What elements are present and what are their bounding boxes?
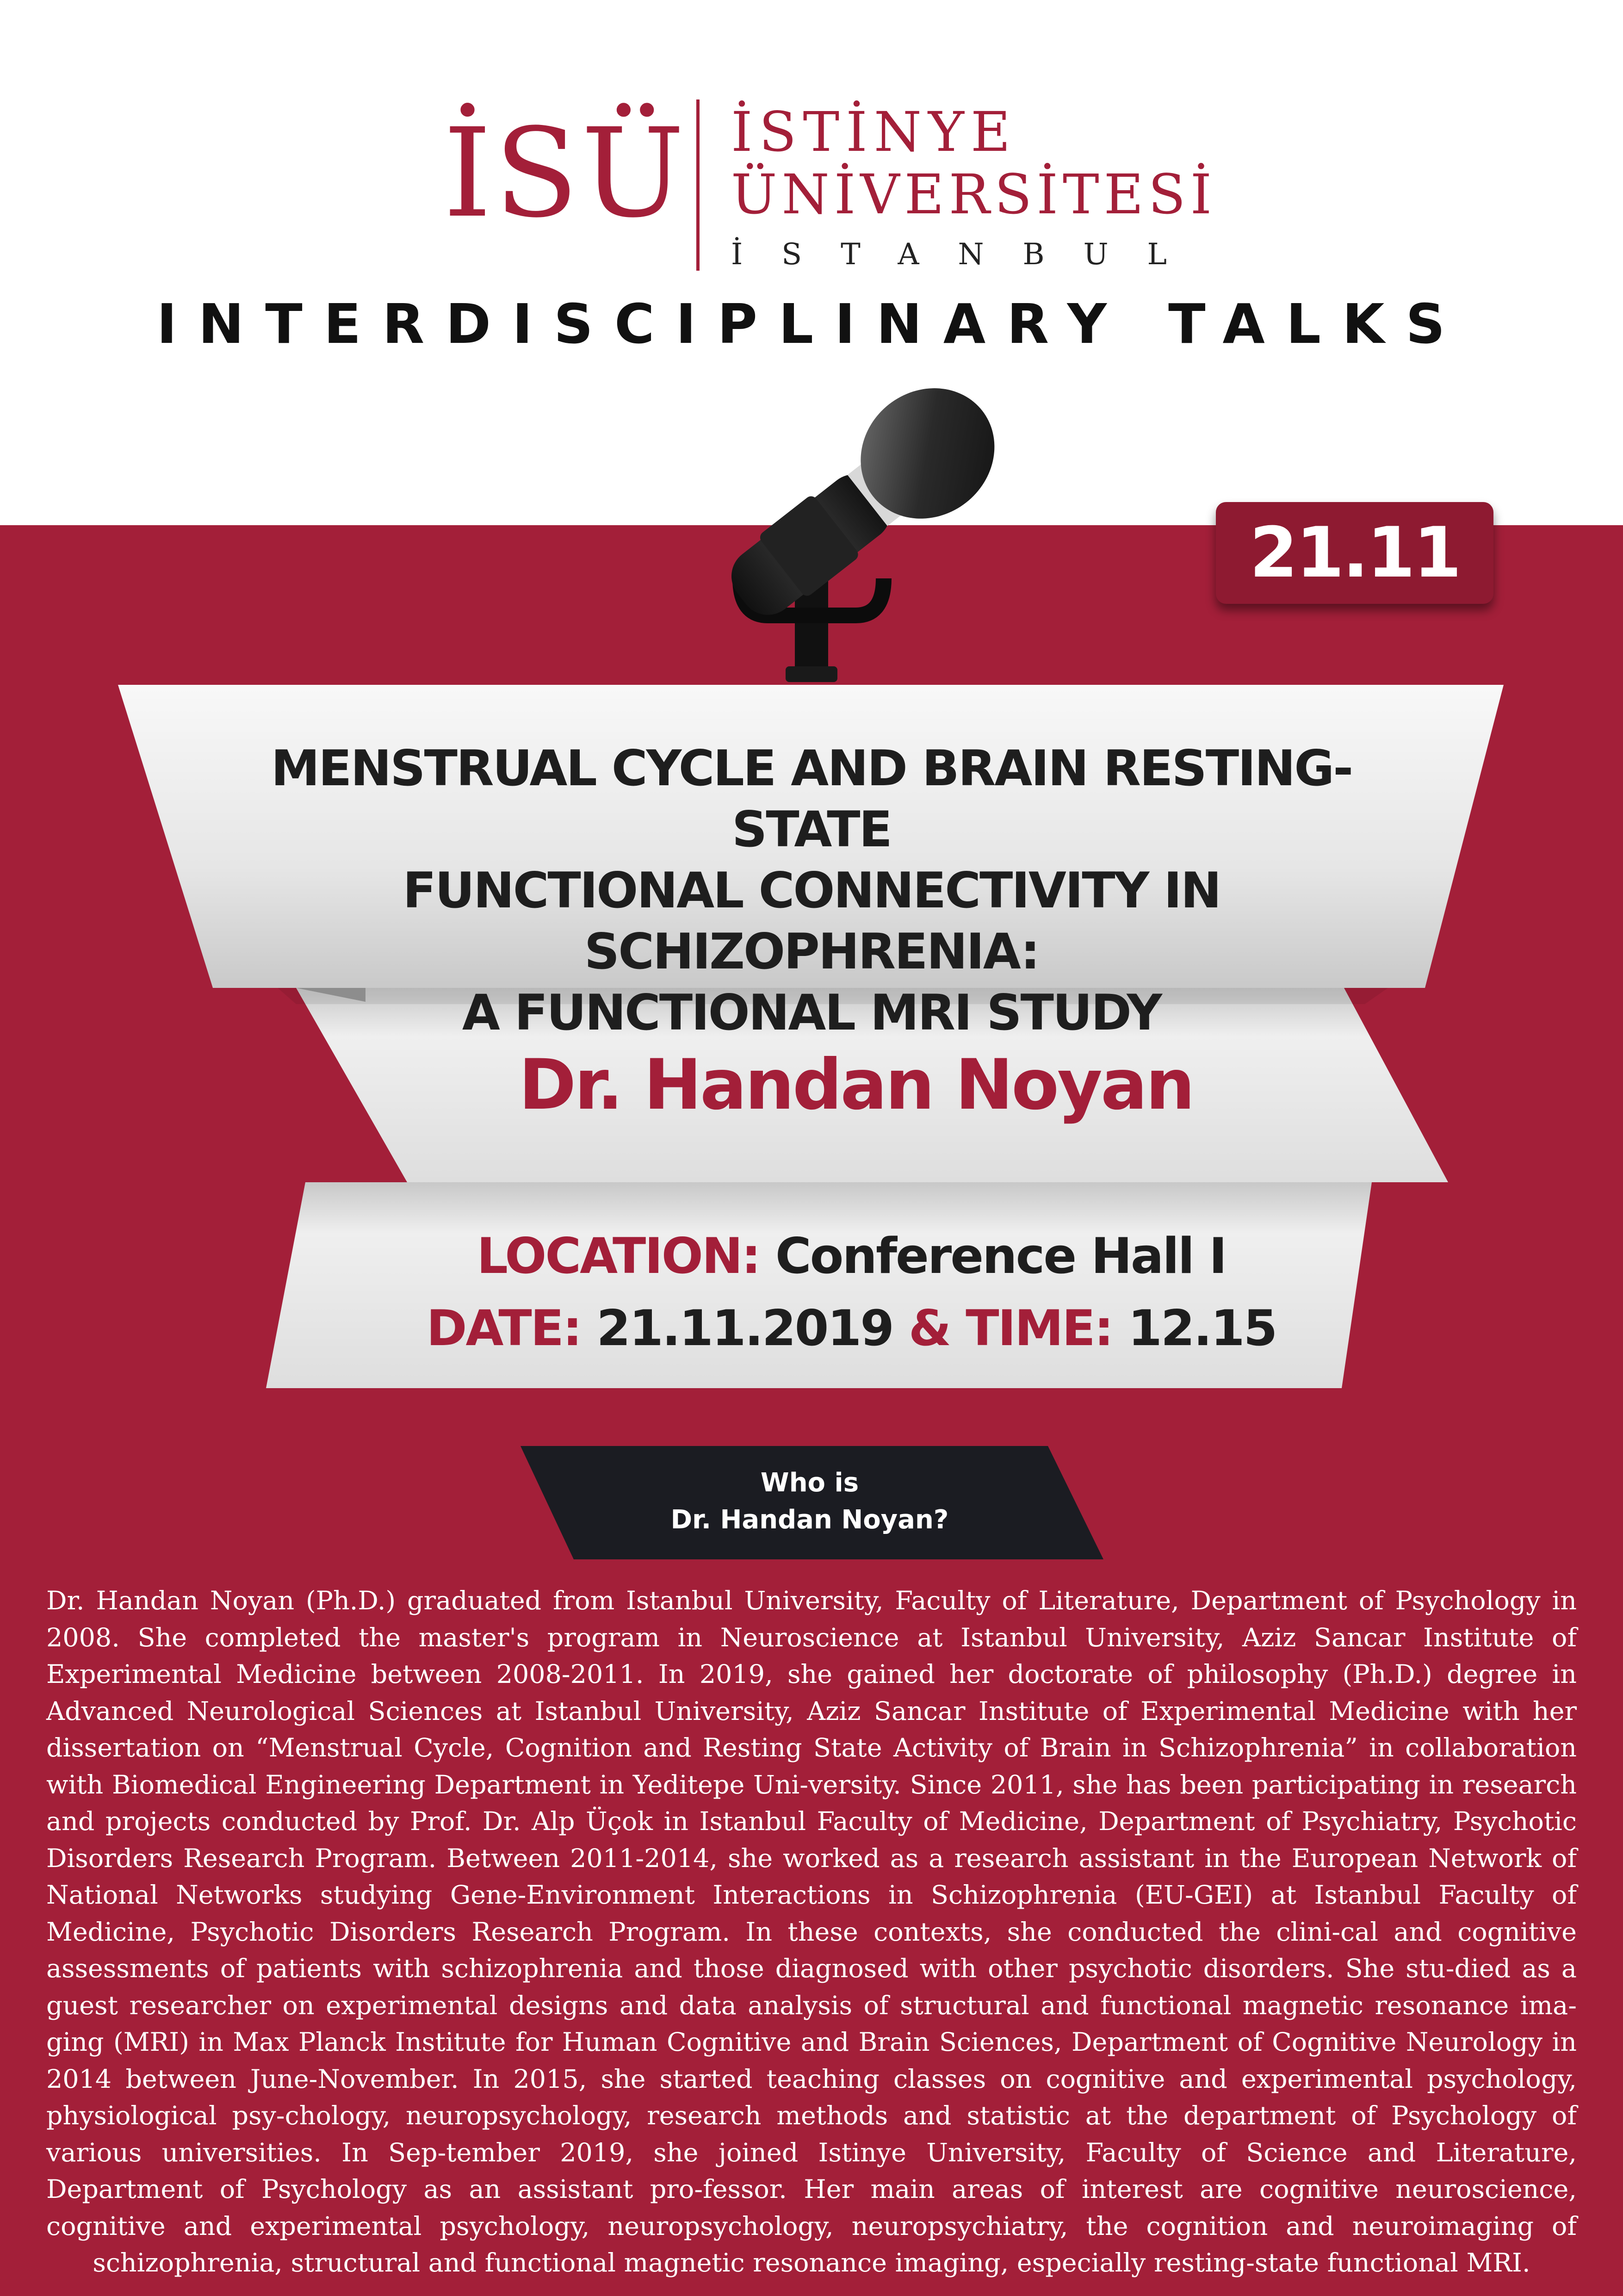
who-is-line2: Dr. Handan Noyan?: [670, 1505, 949, 1535]
location-line: [305, 1226, 1397, 1286]
university-logo-monogram: İSÜ: [443, 102, 688, 245]
date-label: DATE:: [426, 1300, 581, 1357]
date-time-line: [305, 1298, 1397, 1359]
who-is-line1: Who is: [760, 1468, 859, 1498]
time-value: 12.15: [1128, 1300, 1276, 1357]
location-value: Conference Hall I: [775, 1228, 1226, 1285]
speaker-name: Dr. Handan Noyan: [519, 1045, 1193, 1125]
who-is-heading: [509, 1464, 1110, 1539]
university-city: İSTANBUL: [731, 237, 1206, 272]
talk-title: [194, 738, 1429, 1043]
university-name-line2: ÜNİVERSİTESİ: [731, 162, 1217, 226]
talk-title-line3: A FUNCTIONAL MRI STUDY: [462, 984, 1161, 1041]
series-title: INTERDISCIPLINARY TALKS: [156, 292, 1467, 356]
date-value: 21.11.2019: [596, 1300, 893, 1357]
location-label: LOCATION:: [477, 1228, 760, 1285]
talk-title-line2: FUNCTIONAL CONNECTIVITY IN SCHIZOPHRENIA:: [403, 862, 1220, 980]
university-name-line1: İSTİNYE: [731, 100, 1017, 164]
speaker-biography: Dr. Handan Noyan (Ph.D.) graduated from Istanbul University, Faculty of Literature, Department of Psychology in 2008. She completed the master's program in Neuroscience at Istanbul University, Aziz Sancar Institute of Experimental Medicine between 2008-2011. In 2019, she gained her doctorate of philosophy (Ph.D.) degree in Advanced Neurological Sciences at Istanbul University, Aziz Sancar Institute of Experimental Medicine with her dissertation on “Menstrual Cycle, Cognition and Resting State Activity of Brain in Schizophrenia” in collaboration with Biomedical Engineering Department in Yeditepe Uni-versity. Since 2011, she has been participating in research and projects conducted by Prof. Dr. Alp Üçok in Istanbul Faculty of Medicine, Department of Psychiatry, Psychotic Disorders Research Program. Between 2011-2014, she worked as a research assistant in the European Network of National Networks studying Gene-Environment Interactions in Schizophrenia (EU-GEI) at Istanbul Faculty of Medicine, Psychotic Disorders Research Program. In these contexts, she conducted the clini-cal and cognitive assessments of patients with schizophrenia and those diagnosed with other psychotic disorders. She stu-died as a guest researcher on experimental designs and data analysis of structural and functional magnetic resonance ima-ging (MRI) in Max Planck Institute for Human Cognitive and Brain Sciences, Department of Cognitive Neurology in 2014 between June-November. In 2015, she started teaching classes on cognitive and experimental psychology, physiological psy-chology, neuropsychology, research methods and statistic at the department of Psychology of various universities. In Sep-tember 2019, she joined Istinye University, Faculty of Science and Literature, Department of Psychology as an assistant pro-fessor. Her main areas of interest are cognitive neuroscience, cognitive and experimental psychology, neuropsychology, neuropsychiatry, the cognition and neuroimaging of schizophrenia, structural and functional magnetic resonance imaging, especially resting-state functional MRI.: [46, 1586, 1577, 2278]
time-label: & TIME:: [908, 1300, 1113, 1357]
talk-title-line1: MENSTRUAL CYCLE AND BRAIN RESTING-STATE: [271, 740, 1352, 858]
date-badge: 21.11: [1216, 502, 1493, 604]
